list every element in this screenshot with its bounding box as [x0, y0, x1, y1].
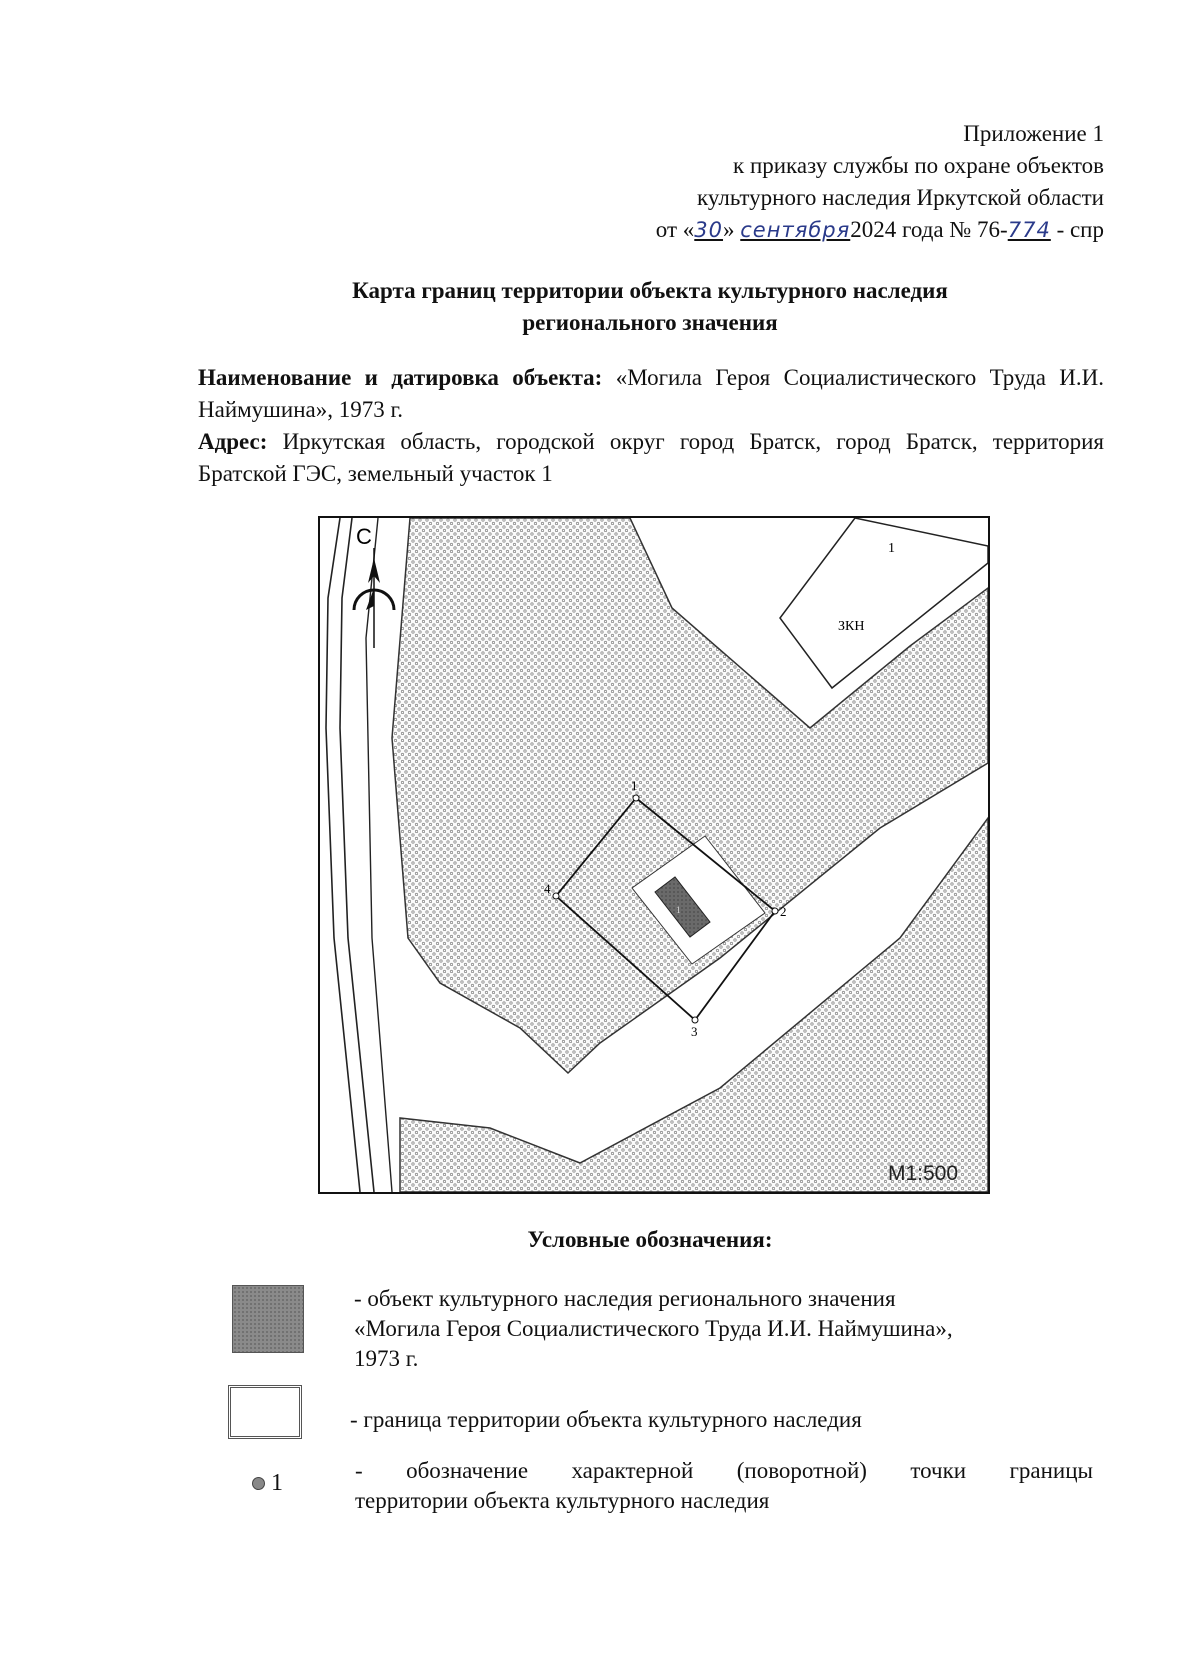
address-label: Адрес: — [198, 429, 268, 454]
appendix-title: Приложение 1 — [963, 121, 1104, 146]
north-label: С — [356, 524, 372, 549]
address-paragraph — [198, 426, 1104, 490]
boundary-point-label-1: 1 — [631, 778, 638, 793]
address-value: Иркутская область, городской округ город Братск, город Братск, территория Братской ГЭС, земельный участок 1 — [198, 429, 1105, 486]
legend-boundary-text: - граница территории объекта культурного наследия — [350, 1407, 862, 1432]
handwritten-number: 774 — [1007, 218, 1051, 242]
handwritten-day: 30 — [694, 218, 724, 242]
boundary-point-4 — [553, 893, 559, 899]
boundary-map — [318, 516, 990, 1194]
legend-point-text: - обозначение характерной (поворотной) точки границы территории объекта культурного наследия — [355, 1458, 1093, 1513]
appendix-header — [404, 118, 1104, 246]
north-arrow — [354, 524, 394, 648]
parcel-label: ЗКН — [838, 619, 865, 634]
boundary-point-label-4: 4 — [544, 881, 551, 896]
object-name-paragraph — [198, 362, 1104, 426]
document-title: Карта границ территории объекта культурного наследия регионального значения — [352, 278, 948, 335]
object-label: 1 — [676, 905, 681, 915]
boundary-point-label-2: 2 — [780, 904, 787, 919]
object-name-label: Наименование и датировка объекта: — [198, 365, 603, 390]
road-line — [326, 518, 360, 1192]
object-name-value: «Могила Героя Социалистического Труда И.И. Наймушина», 1973 г. — [198, 365, 1105, 422]
parcel-number: 1 — [888, 541, 895, 556]
map-scale: М1:500 — [888, 1162, 959, 1185]
map-drawing — [320, 518, 988, 1192]
boundary-point-label-3: 3 — [691, 1024, 698, 1039]
appendix-order-date: от «30» сентября2024 года № 76-774 - спр — [655, 217, 1104, 242]
legend-point-swatch — [252, 1470, 283, 1497]
point-marker-icon — [252, 1477, 265, 1490]
road-line — [366, 518, 392, 1192]
boundary-point-2 — [772, 908, 778, 914]
legend-title: Условные обозначения: — [527, 1227, 773, 1252]
road-line — [340, 518, 374, 1192]
appendix-agency: культурного наследия Иркутской области — [697, 185, 1104, 210]
legend-object-text: - объект культурного наследия регионального значения «Могила Героя Социалистического Труда И.И. Наймушина», 1973 г. — [354, 1286, 953, 1371]
legend-object-swatch — [232, 1285, 304, 1353]
legend-point-number: 1 — [271, 1470, 283, 1496]
object-info — [198, 362, 1104, 490]
legend-boundary-swatch — [228, 1385, 302, 1439]
boundary-point-3 — [692, 1017, 698, 1023]
handwritten-month: сентября — [740, 218, 851, 242]
boundary-point-1 — [633, 795, 639, 801]
appendix-order-ref: к приказу службы по охране объектов — [733, 153, 1104, 178]
